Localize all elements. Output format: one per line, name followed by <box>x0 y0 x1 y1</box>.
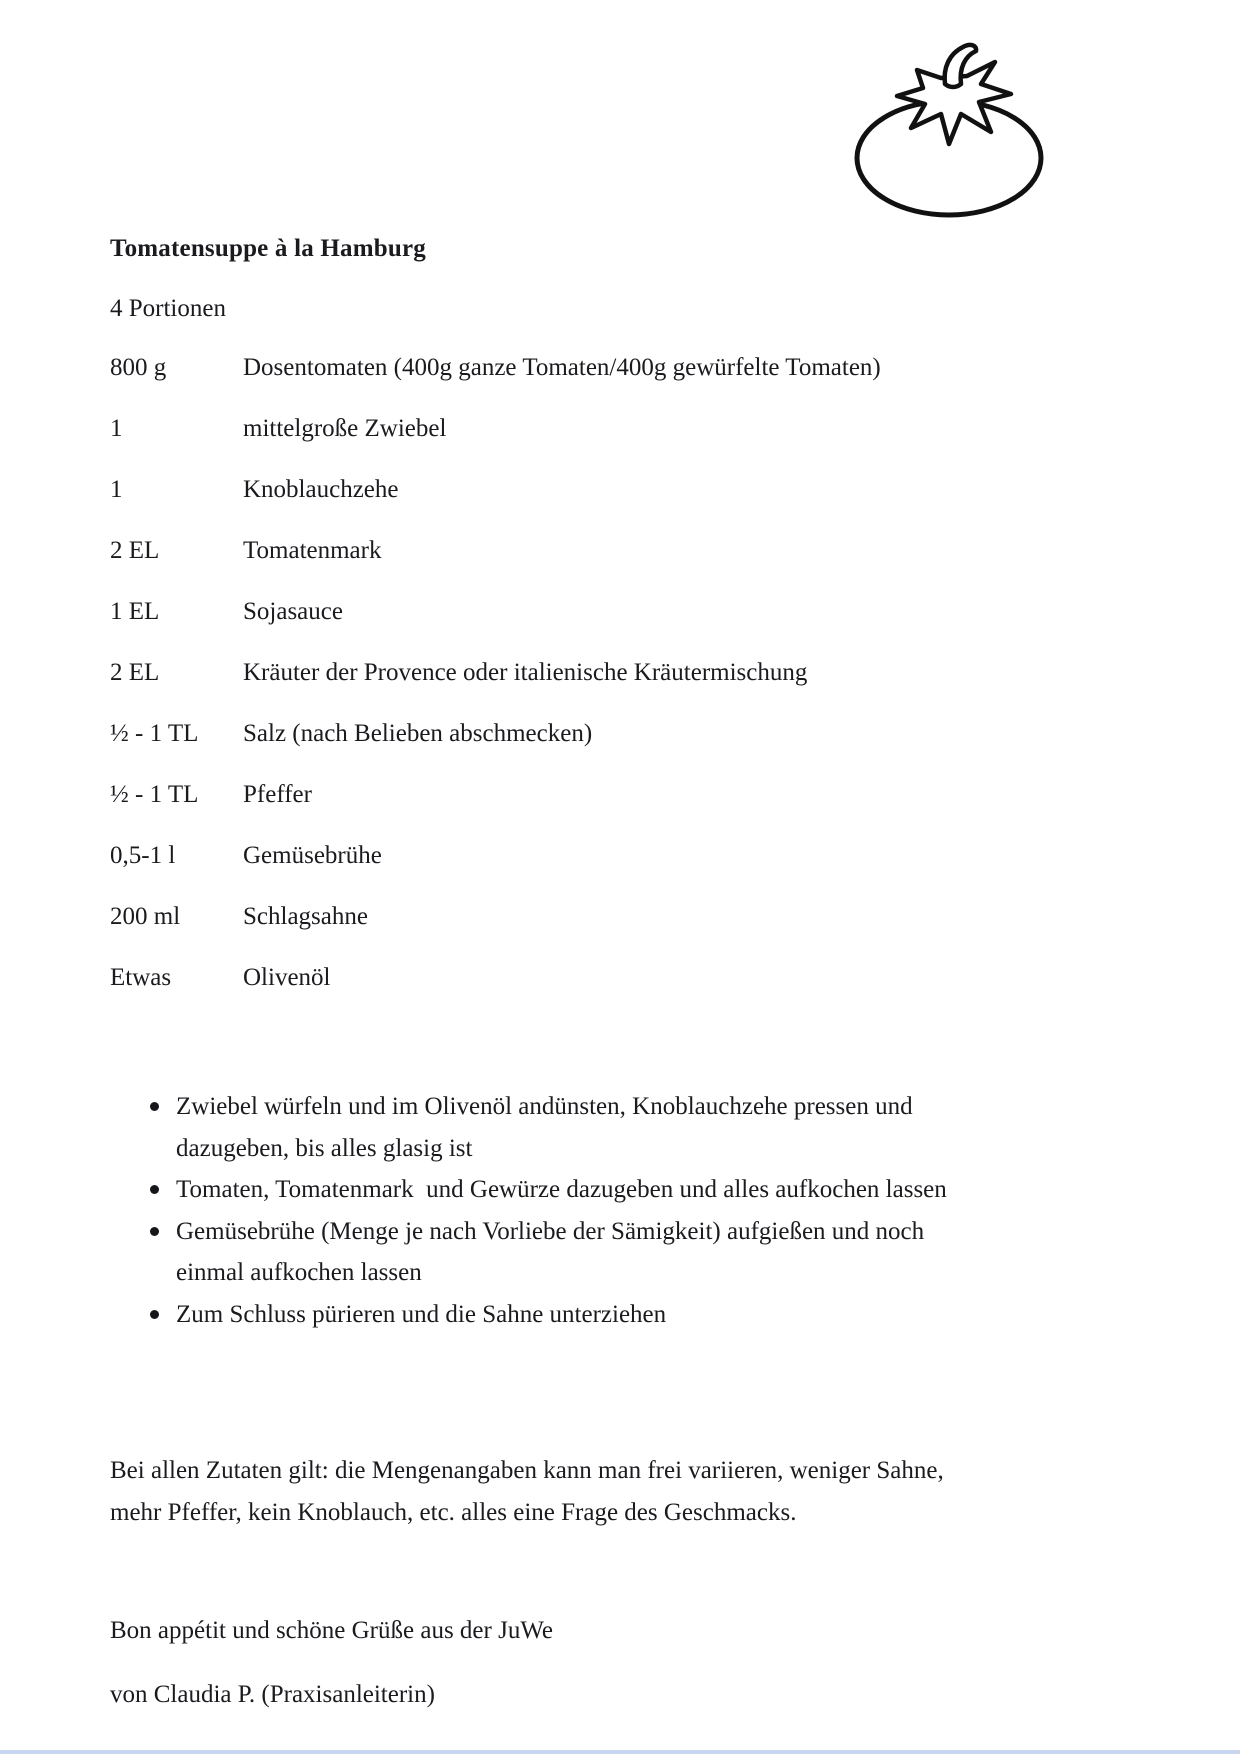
closing-line: Bon appétit und schöne Grüße aus der JuWe <box>110 1617 554 1644</box>
servings-line: 4 Portionen <box>110 295 226 322</box>
ingredient-row <box>110 720 1010 781</box>
ingredient-row <box>110 903 1010 964</box>
ingredient-row <box>110 354 1010 415</box>
ingredient-row <box>110 781 1010 842</box>
ingredient-amount: ½ - 1 TL <box>110 781 199 808</box>
ingredient-amount: 1 EL <box>110 598 160 625</box>
ingredient-amount: 0,5-1 l <box>110 842 176 869</box>
ingredient-row <box>110 537 1010 598</box>
ingredient-amount: Etwas <box>110 964 172 991</box>
ingredient-row <box>110 842 1010 903</box>
author-line: von Claudia P. (Praxisanleiterin) <box>110 1681 435 1708</box>
ingredient-row <box>110 415 1010 476</box>
ingredient-amount: 200 ml <box>110 903 181 930</box>
step-item: Zwiebel würfeln und im Olivenöl andünsten, Knoblauchzehe pressen und dazugeben, bis alles glasig ist <box>148 1086 983 1169</box>
ingredient-row <box>110 659 1010 720</box>
ingredient-amount: 1 <box>110 476 123 503</box>
ingredient-name: Tomatenmark <box>243 537 382 564</box>
ingredient-name: Salz (nach Belieben abschmecken) <box>243 720 593 747</box>
ingredient-amount: 2 EL <box>110 537 160 564</box>
recipe-title: Tomatensuppe à la Hamburg <box>110 235 426 262</box>
ingredient-name: Schlagsahne <box>243 903 368 930</box>
step-item: Gemüsebrühe (Menge je nach Vorliebe der Sämigkeit) aufgießen und noch einmal aufkochen lassen <box>148 1211 983 1294</box>
scan-edge-artifact <box>0 1750 1240 1754</box>
ingredient-row <box>110 476 1010 537</box>
ingredient-name: Gemüsebrühe <box>243 842 382 869</box>
tomato-icon <box>853 40 1048 218</box>
ingredient-amount: 2 EL <box>110 659 160 686</box>
ingredient-name: Olivenöl <box>243 964 331 991</box>
ingredient-name: Pfeffer <box>243 781 312 808</box>
ingredient-name: Dosentomaten (400g ganze Tomaten/400g gewürfelte Tomaten) <box>243 354 881 381</box>
step-item: Zum Schluss pürieren und die Sahne unterziehen <box>148 1294 983 1336</box>
ingredient-name: Sojasauce <box>243 598 343 625</box>
ingredient-amount: ½ - 1 TL <box>110 720 199 747</box>
tomato-illustration <box>853 40 1048 218</box>
ingredient-amount: 1 <box>110 415 123 442</box>
ingredients-list <box>110 354 1010 1025</box>
ingredient-name: Knoblauchzehe <box>243 476 399 503</box>
step-item: Tomaten, Tomatenmark und Gewürze dazugeben und alles aufkochen lassen <box>148 1169 983 1211</box>
ingredient-row <box>110 964 1010 1025</box>
note-paragraph: Bei allen Zutaten gilt: die Mengenangaben kann man frei variieren, weniger Sahne, mehr Pfeffer, kein Knoblauch, etc. alles eine Frage des Geschmacks. <box>110 1457 944 1526</box>
ingredient-name: Kräuter der Provence oder italienische Kräutermischung <box>243 659 808 686</box>
steps-list <box>148 1086 983 1335</box>
ingredient-row <box>110 598 1010 659</box>
ingredient-name: mittelgroße Zwiebel <box>243 415 447 442</box>
ingredient-amount: 800 g <box>110 354 167 381</box>
